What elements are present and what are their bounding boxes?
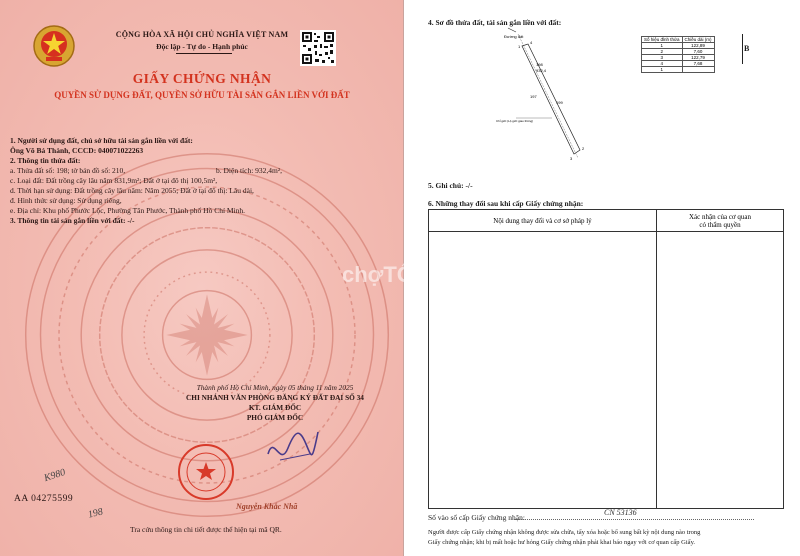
land-type: c. Loại đất: Đất trồng cây lâu năm 831,9m²; Đất ở tại đô thị 100,5m², <box>10 176 218 185</box>
coord-cell: 122,89 <box>682 43 714 49</box>
coord-cell: 2 <box>642 49 683 55</box>
registry-label: Số vào sổ cấp Giấy chứng nhận: <box>428 513 525 522</box>
registry-number: CN 53136 <box>604 508 637 517</box>
map-point-4: 4 <box>530 40 533 45</box>
warning-note-line-1: Người được cấp Giấy chứng nhận không được sửa chữa, tẩy xóa hoặc bổ sung bất kỳ nội dung nào trong <box>428 529 701 536</box>
use-form: đ. Hình thức sử dụng: Sử dụng riêng, <box>10 196 122 205</box>
issuing-office: CHI NHÁNH VĂN PHÒNG ĐĂNG KÝ ĐẤT ĐAI SỐ 34 <box>186 393 364 402</box>
qr-lookup-note: Tra cứu thông tin chi tiết được thể hiện tại mã QR. <box>130 525 282 534</box>
map-neighbor-197: 197 <box>530 94 537 99</box>
signer-name: Nguyễn Khắc Nhã <box>236 502 298 511</box>
confirm-header-line-1: Xác nhận của cơ quan <box>688 212 751 221</box>
coord-header-length: Chiều dài (m) <box>682 37 714 43</box>
certificate-back-page <box>404 0 800 556</box>
certificate-subtitle: QUYỀN SỬ DỤNG ĐẤT, QUYỀN SỞ HỮU TÀI SẢN GẮN LIỀN VỚI ĐẤT <box>54 90 350 100</box>
parcel-address: e. Địa chỉ: Khu phố Phước Lộc, Phường Tân Phước, Thành phố Hồ Chí Minh. <box>10 206 246 215</box>
map-point-3: 3 <box>570 156 573 161</box>
section-2-heading: 2. Thông tin thửa đất: <box>10 156 81 165</box>
signature-icon <box>262 424 322 470</box>
north-label: B <box>744 44 750 53</box>
map-boundary-note: Chỉ giới (Lộ giới giao thông) <box>496 119 534 123</box>
handwritten-note-2: 198 <box>86 506 105 521</box>
map-parcel-number: 198 <box>536 62 543 67</box>
motto: Độc lập - Tự do - Hạnh phúc <box>156 42 248 51</box>
changes-col-confirm <box>657 210 784 232</box>
parcel-area: b. Diện tích: 932,4m², <box>216 166 282 175</box>
motto-underline <box>176 53 232 54</box>
certificate-title: GIẤY CHỨNG NHẬN <box>132 71 272 86</box>
nation-heading: CỘNG HÒA XÃ HỘI CHỦ NGHĨA VIỆT NAM <box>115 30 289 39</box>
chotot-watermark: chợTỐT <box>342 262 428 287</box>
coord-header-vertex: Số hiệu đỉnh thửa <box>642 37 683 43</box>
map-neighbor-199: 199 <box>556 100 563 105</box>
section-5-heading: 5. Ghi chú: -/- <box>428 181 473 190</box>
section-4-heading: 4. Sơ đồ thửa đất, tài sản gắn liền với đất: <box>428 18 562 27</box>
changes-confirm-cell <box>657 232 784 509</box>
issue-date: Thành phố Hồ Chí Minh, ngày 05 tháng 11 năm 2025 <box>196 383 354 392</box>
map-point-1: 1 <box>518 44 521 49</box>
coord-cell: 4 <box>642 61 683 67</box>
section-1-heading: 1. Người sử dụng đất, chủ sở hữu tài sản gắn liền với đất: <box>10 136 193 145</box>
warning-note-line-2: Giấy chứng nhận; khi bị mất hoặc hư hỏng Giấy chứng nhận phải khai báo ngay với cơ quan cấp Giấy. <box>428 539 696 546</box>
section-3-heading: 3. Thông tin tài sản gắn liền với đất: -/- <box>10 216 135 225</box>
section-6-heading: 6. Những thay đổi sau khi cấp Giấy chứng nhận: <box>428 199 584 208</box>
signatory-title: PHÓ GIÁM ĐỐC <box>246 413 304 422</box>
serial-number: AA 04275599 <box>14 494 74 504</box>
boundary-length-table <box>641 36 715 73</box>
coord-cell: 1 <box>642 67 683 73</box>
map-point-2: 2 <box>582 146 585 151</box>
coord-cell: 122,79 <box>682 55 714 61</box>
coord-cell: 1 <box>642 43 683 49</box>
changes-content-cell <box>429 232 657 509</box>
coord-cell: 7,68 <box>682 61 714 67</box>
parcel-map <box>494 26 594 166</box>
changes-col-content: Nội dung thay đổi và cơ sở pháp lý <box>429 210 657 232</box>
signatory-kt: KT. GIÁM ĐỐC <box>248 403 302 412</box>
map-parcel-area: 932,4 <box>536 68 547 73</box>
parcel-number: a. Thửa đất số: 198; tờ bản đồ số: 210, <box>10 166 126 175</box>
north-arrow-icon <box>742 34 743 64</box>
coord-cell: 3 <box>642 55 683 61</box>
coord-cell: 7,60 <box>682 49 714 55</box>
confirm-header-line-2: có thẩm quyền <box>699 220 741 229</box>
coord-cell <box>682 67 714 73</box>
map-road-label: Đường đất <box>504 34 524 39</box>
handwritten-note-1: K980 <box>42 466 67 485</box>
registry-dotted-line <box>514 519 754 520</box>
land-use-term: d. Thời hạn sử dụng: Đất trồng cây lâu năm: Năm 2055; Đất ở tại đô thị: Lâu dài, <box>10 186 254 195</box>
official-stamp-icon <box>176 442 236 502</box>
owner-name: Ông Võ Bá Thành, CCCD: 040071022263 <box>10 146 144 155</box>
changes-table <box>428 209 784 509</box>
